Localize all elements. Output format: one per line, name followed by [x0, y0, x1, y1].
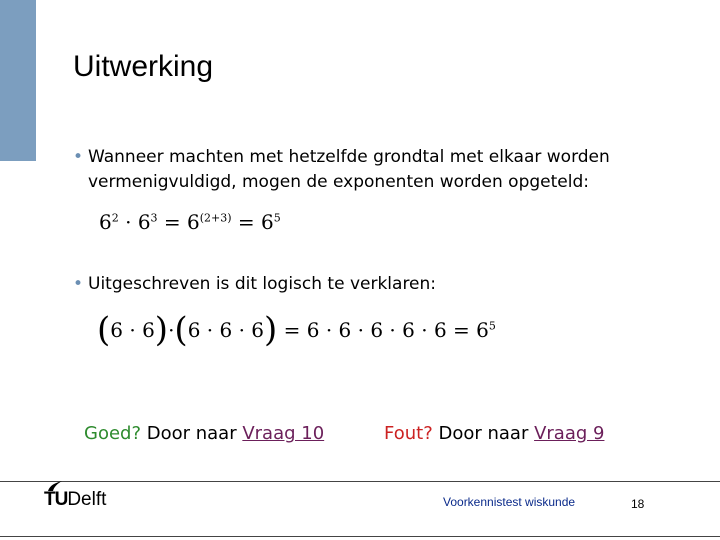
- formula2-rhs: = 6 · 6 · 6 · 6 · 6 = 6: [283, 318, 489, 342]
- link-vraag-10[interactable]: Vraag 10: [242, 423, 325, 444]
- bullet-2-line-1: Uitgeschreven is dit logisch te verklaren:: [88, 274, 437, 294]
- formula1-exp-1: 2: [111, 211, 119, 225]
- paren-open-icon: (: [97, 310, 111, 350]
- footer-divider-bottom: [0, 536, 720, 537]
- page-title: Uitwerking: [73, 50, 214, 83]
- good-label: Goed?: [84, 423, 142, 444]
- formula2-group-1: 6 · 6: [110, 318, 155, 342]
- formula1-base-1: 6: [99, 210, 112, 234]
- formula-exponent-rule: [99, 210, 281, 234]
- formula1-base-2: 6: [137, 210, 151, 234]
- tudelft-logo: [44, 489, 106, 511]
- bullet-1-line-2: vermenigvuldigd, mogen de exponenten worden opgeteld:: [88, 172, 589, 192]
- paren-open-icon: (: [174, 310, 188, 350]
- formula1-exp-3: (2+3): [199, 211, 232, 225]
- bullet-1-line-1: Wanneer machten met hetzelfde grondtal met elkaar worden: [88, 147, 610, 167]
- nav-bad: [384, 423, 604, 444]
- logo-tu: TU: [44, 489, 68, 510]
- bullet-2: [73, 272, 436, 297]
- paren-close-icon: ): [154, 310, 169, 350]
- accent-bar: [0, 0, 36, 161]
- formula2-group-2: 6 · 6 · 6: [187, 318, 265, 342]
- bad-label: Fout?: [384, 423, 433, 444]
- bad-text: Door naar: [432, 423, 535, 444]
- formula1-base-3: 6: [187, 210, 200, 234]
- bullet-1: [73, 145, 610, 195]
- formula2-dot: ·: [168, 318, 175, 342]
- formula1-eq-1: =: [157, 210, 188, 234]
- formula1-eq-2: =: [231, 210, 262, 234]
- good-text: Door naar: [141, 423, 243, 444]
- formula1-exp-4: 5: [273, 211, 281, 225]
- flame-icon: [46, 479, 64, 493]
- nav-good: [84, 423, 324, 444]
- bullet-dot: •: [73, 147, 84, 167]
- page-number: 18: [631, 497, 645, 511]
- bullet-dot: •: [73, 274, 84, 294]
- formula1-base-4: 6: [261, 210, 274, 234]
- formula1-exp-2: 3: [150, 211, 158, 225]
- logo-delft: Delft: [67, 489, 107, 510]
- link-vraag-9[interactable]: Vraag 9: [534, 423, 605, 444]
- footer-course-title: Voorkennistest wiskunde: [443, 495, 576, 509]
- formula-expanded: [97, 310, 496, 350]
- formula2-exp: 5: [488, 319, 496, 333]
- formula1-dot: ·: [118, 210, 138, 234]
- footer-divider-top: [0, 481, 720, 482]
- paren-close-icon: ): [264, 310, 278, 350]
